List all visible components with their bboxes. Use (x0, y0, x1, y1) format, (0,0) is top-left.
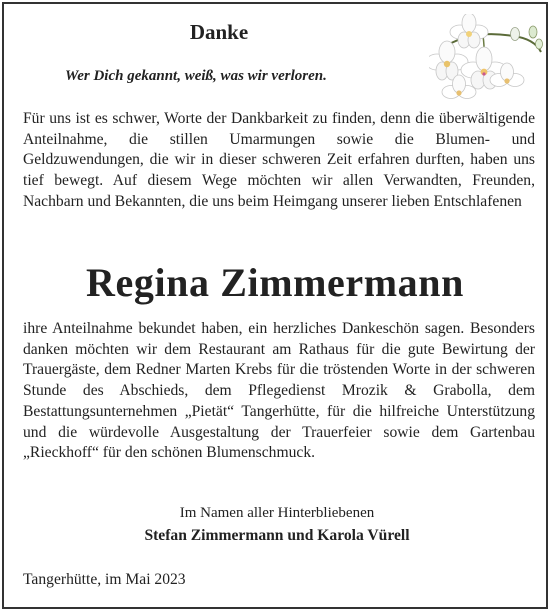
paragraph-2: ihre Anteilnahme bekundet haben, ein herzliches Dankeschön sagen. Besonders danken möchten wir dem Restaurant am Rathaus für die gute Bewirtung der Trauergäste, dem Redner Marten Krebs für die tröstenden Worte in der schweren Stunde des Abschieds, dem Pflegedienst Mrozik & Grabolla, dem Bestattungsunternehmen „Pietät“ Tangerhütte, für die hilfreiche Unterstützung und die würdevolle Ausgestaltung der Trauerfeier sowie dem Gartenbau „Rieckhoff“ für den schönen Blumenschmuck. (23, 320, 535, 462)
signature-intro: Im Namen aller Hinterbliebenen (179, 505, 375, 521)
obituary-notice (2, 2, 548, 609)
place-date: Tangerhütte, im Mai 2023 (23, 571, 186, 588)
orchid-icon (429, 14, 544, 109)
deceased-name: Regina Zimmermann (86, 260, 464, 305)
notice-motto: Wer Dich gekannt, weiß, was wir verloren. (65, 68, 327, 84)
notice-title: Danke (189, 20, 249, 44)
signature-names: Stefan Zimmermann und Karola Vürell (144, 527, 410, 544)
paragraph-1: Für uns ist es schwer, Worte der Dankbarkeit zu finden, denn die überwältigende Anteilnahme, die stillen Umarmungen sowie die Blumen- und Geldzuwendungen, die wir in dieser schweren Zeit erfahren durften, haben uns tief bewegt. Auf diesem Wege möchten wir allen Verwandten, Freunden, Nachbarn und Bekannten, die uns beim Heimgang unserer lieben Entschlafenen (23, 110, 535, 210)
